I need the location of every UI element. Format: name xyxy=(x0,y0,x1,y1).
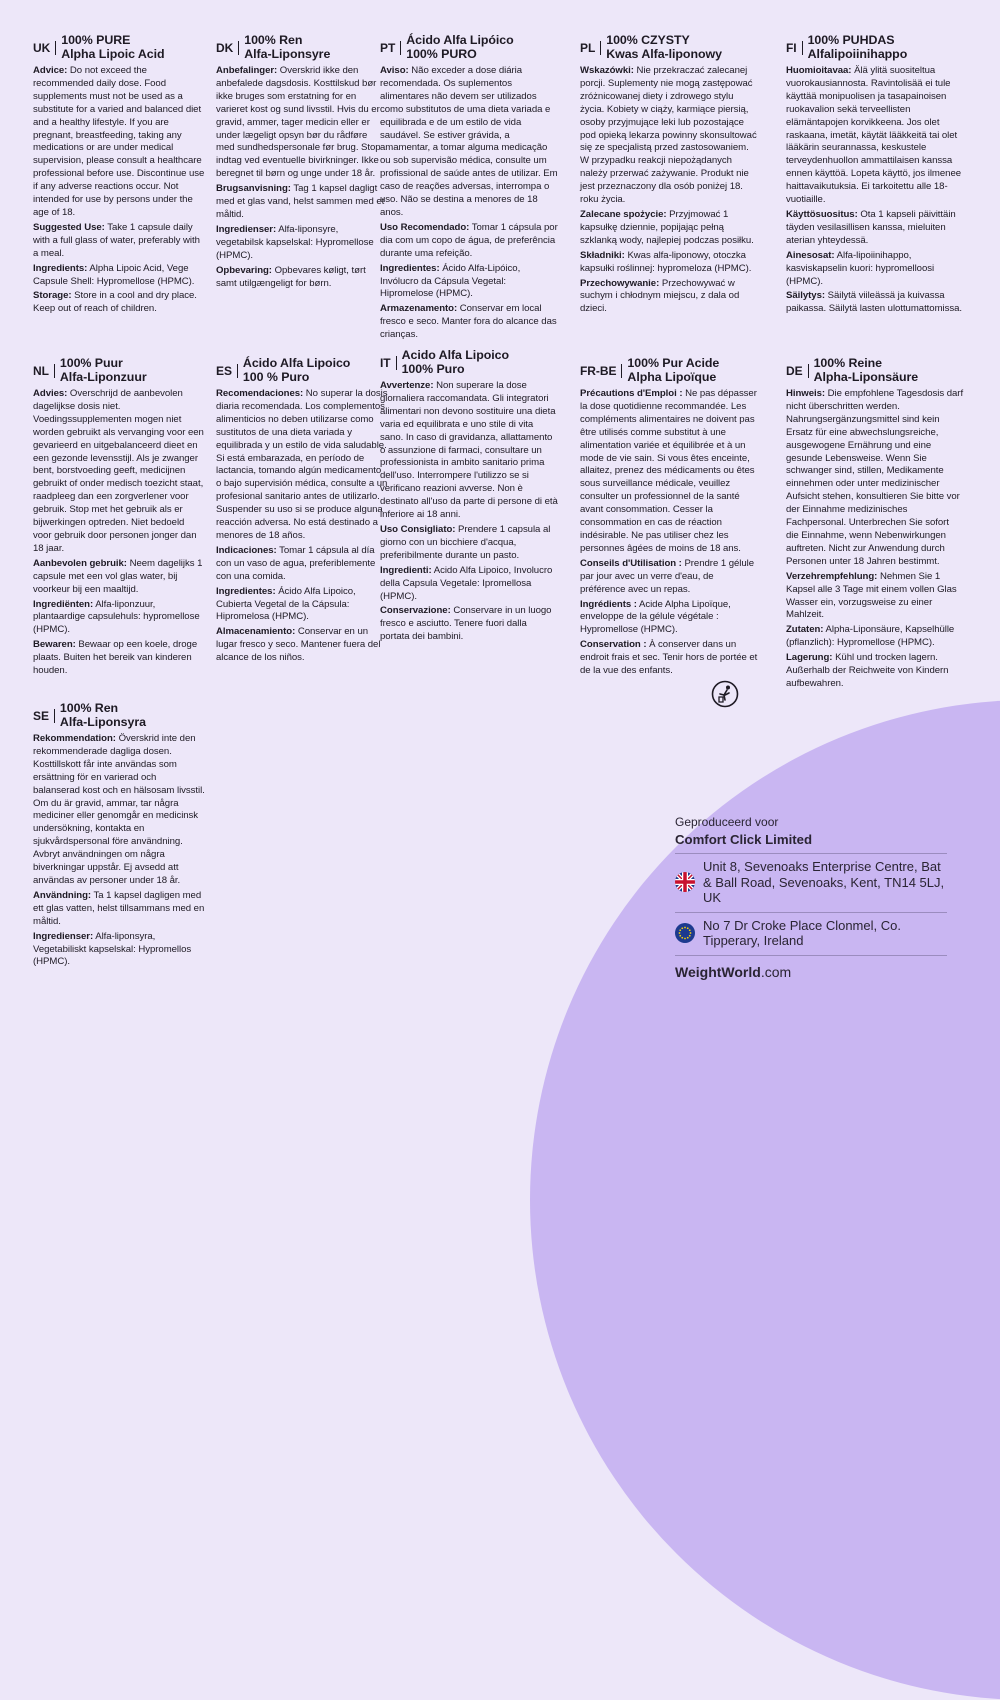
brand-domain: .com xyxy=(760,963,792,980)
uk-flag-icon xyxy=(675,872,695,892)
section-header xyxy=(216,34,388,61)
paragraph-text: Älä ylitä suositeltua vuorokausiannosta. Ravintolisää ei tule käyttää monipuolisen ja tasapainoisen ruokavalion sekä terveellisten elämäntapojen korvikkeena. Jos olet raskaana, imetät, käytät lääkkeitä tai olet lääkärin seurannassa, keskustele terveydenhuollon ammattilaisen kanssa ennen käyttöä. Lopeta käyttö, jos ilmenee haittavaikutuksia. Ei tarkoitettu alle 18-vuotiaille. xyxy=(786,65,962,206)
language-code: ES xyxy=(216,364,238,378)
product-title-line: Ácido Alfa Lipoico xyxy=(242,356,351,370)
paragraph-heading: Indicaciones: xyxy=(216,544,277,556)
paragraph-heading: Wskazówki: xyxy=(580,65,634,76)
label-paragraph xyxy=(786,209,964,248)
paragraph-heading: Conservation : xyxy=(580,639,647,651)
paragraph-heading: Zutaten: xyxy=(786,624,824,636)
product-title xyxy=(627,357,719,384)
product-title-line: Kwas Alfa-liponowy xyxy=(606,46,722,61)
paragraph-text: Neem dagelijks 1 capsule met een vol glas water, bij voorkeur bij een maaltijd. xyxy=(33,557,203,595)
product-title xyxy=(60,702,146,729)
uk-address-row xyxy=(675,854,947,913)
paragraph-text: Alfa-liponzuur, plantaardige capsulehuls: hypromellose (HPMC). xyxy=(33,598,200,636)
paragraph-heading: Opbevaring: xyxy=(216,264,272,276)
product-title-line: Alfa-Liponzuur xyxy=(59,369,147,384)
paragraph-text: Ta 1 kapsel dagligen med ett glas vatten, helst tillsammans med en måltid. xyxy=(33,889,205,927)
label-paragraph xyxy=(580,278,758,317)
paragraph-heading: Aviso: xyxy=(380,65,409,76)
section-pt xyxy=(380,34,558,344)
paragraph-heading: Ingredienti: xyxy=(380,564,432,576)
paragraph-heading: Uso Consigliato: xyxy=(380,523,456,535)
paragraph-heading: Lagerung: xyxy=(786,652,833,664)
product-title xyxy=(61,34,164,61)
label-paragraph xyxy=(380,605,558,644)
section-header xyxy=(786,34,964,61)
language-code: UK xyxy=(33,41,56,55)
product-title-line: Alpha Lipoic Acid xyxy=(61,46,165,61)
section-de xyxy=(786,357,964,693)
product-title-line: 100% Ren xyxy=(244,33,303,47)
paragraph-heading: Huomioitavaa: xyxy=(786,65,852,76)
label-paragraph xyxy=(380,380,558,522)
paragraph-text: Ácido Alfa-Lipóico, Invólucro da Cápsula Vegetal: Hipromelose (HPMC). xyxy=(380,262,521,300)
paragraph-text: Conservare in un luogo fresco e asciutto. Tenere fuori dalla portata dei bambini. xyxy=(380,605,552,643)
product-title-line: 100% PUHDAS xyxy=(807,33,895,47)
label-paragraph xyxy=(33,639,205,678)
section-frbe xyxy=(580,357,758,680)
paragraph-text: Take 1 capsule daily with a full glass of water, preferably with a meal. xyxy=(33,221,200,259)
section-it xyxy=(380,349,558,646)
label-paragraph xyxy=(786,250,964,289)
producer-info xyxy=(675,815,947,980)
paragraph-text: Alfa-liponsyre, vegetabilsk kapselskal: Hypromellose (HPMC). xyxy=(216,223,374,261)
language-code: DE xyxy=(786,364,809,378)
label-paragraph xyxy=(380,303,558,342)
paragraph-heading: Ingredients: xyxy=(33,262,88,274)
label-paragraph xyxy=(786,388,964,569)
brand-name: WeightWorld xyxy=(675,963,761,980)
product-title xyxy=(243,357,350,384)
paragraph-text: Conservar en un lugar fresco y seco. Mantener fuera del alcance de los niños. xyxy=(216,626,381,664)
section-header xyxy=(380,349,558,376)
paragraph-heading: Zalecane spożycie: xyxy=(580,208,667,220)
paragraph-text: Kwas alfa-liponowy, otoczka kapsułki roślinnej: hypromeloza (HPMC). xyxy=(580,249,752,274)
paragraph-heading: Suggested Use: xyxy=(33,221,105,233)
label-paragraph xyxy=(380,524,558,563)
paragraph-heading: Avvertenze: xyxy=(380,380,434,391)
paragraph-text: Tomar 1 cápsula al día con un vaso de agua, preferiblemente con una comida. xyxy=(216,544,376,582)
label-paragraph xyxy=(786,571,964,623)
paragraph-heading: Conservazione: xyxy=(380,605,451,617)
paragraph-heading: Précautions d'Emploi : xyxy=(580,388,683,399)
paragraph-text: Ácido Alfa Lipoico, Cubierta Vegetal de la Cápsula: Hipromelosa (HPMC). xyxy=(216,585,356,623)
paragraph-heading: Storage: xyxy=(33,290,72,302)
label-paragraph xyxy=(786,624,964,650)
product-title xyxy=(244,34,330,61)
label-paragraph xyxy=(33,890,205,929)
label-paragraph xyxy=(216,65,388,181)
product-title-line: Alpha-Liponsäure xyxy=(813,369,919,384)
label-paragraph xyxy=(580,65,758,207)
product-title xyxy=(402,349,509,376)
paragraph-text: Nehmen Sie 1 Kapsel alle 3 Tage mit einem vollen Glas Wasser ein, vorzugsweise zu einer Mahlzeit. xyxy=(786,570,957,621)
label-paragraph xyxy=(216,265,388,291)
paragraph-heading: Ingredienser: xyxy=(216,223,277,235)
label-paragraph xyxy=(33,558,205,597)
paragraph-text: Ota 1 kapseli päivittäin täyden vesilasillisen kanssa, mieluiten aterian yhteydessä. xyxy=(786,208,956,246)
ie-address: No 7 Dr Croke Place Clonmel, Co. Tipperary, Ireland xyxy=(703,917,901,948)
paragraph-heading: Anbefalinger: xyxy=(216,65,278,76)
label-paragraph xyxy=(216,626,388,665)
label-paragraph xyxy=(33,222,205,261)
language-code: DK xyxy=(216,41,239,55)
paragraph-heading: Brugsanvisning: xyxy=(216,183,291,195)
product-title-line: Alfa-Liponsyre xyxy=(244,46,331,61)
section-header xyxy=(580,34,758,61)
label-paragraph xyxy=(580,639,758,678)
section-nl xyxy=(33,357,205,680)
section-header xyxy=(33,702,205,729)
language-code: NL xyxy=(33,364,55,378)
product-title-line: 100% Puur xyxy=(59,356,123,370)
label-paragraph xyxy=(33,65,205,220)
paragraph-heading: Hinweis: xyxy=(786,388,826,399)
paragraph-text: Prendere 1 capsula al giorno con un bicchiere d'acqua, preferibilmente durante un pasto. xyxy=(380,523,551,561)
label-paragraph xyxy=(786,652,964,691)
label-paragraph xyxy=(33,733,205,888)
product-title-line: 100% Ren xyxy=(59,701,119,715)
label-paragraph xyxy=(580,250,758,276)
section-header xyxy=(786,357,964,384)
paragraph-heading: Verzehrempfehlung: xyxy=(786,570,878,582)
paragraph-heading: Conseils d'Utilisation : xyxy=(580,557,682,569)
paragraph-heading: Advies: xyxy=(33,388,68,399)
section-dk xyxy=(216,34,388,292)
paragraph-text: Alpha-Liponsäure, Kapselhülle (pflanzlich): Hypromellose (HPMC). xyxy=(786,624,955,649)
paragraph-heading: Aanbevolen gebruik: xyxy=(33,557,127,569)
paragraph-heading: Ingredientes: xyxy=(380,262,440,274)
paragraph-text: Kühl und trocken lagern. Außerhalb der Reichweite von Kindern aufbewahren. xyxy=(786,652,949,689)
paragraph-text: Przechowywać w suchym i chłodnym miejscu, z dala od dzieci. xyxy=(580,277,740,315)
paragraph-text: Opbevares køligt, tørt samt utilgængeligt for børn. xyxy=(216,264,366,289)
paragraph-text: Bewaar op een koele, droge plaats. Buiten het bereik van kinderen houden. xyxy=(33,639,198,677)
label-paragraph xyxy=(33,290,205,316)
company-name: Comfort Click Limited xyxy=(675,832,947,854)
paragraph-heading: Przechowywanie: xyxy=(580,277,660,289)
section-fi xyxy=(786,34,964,318)
product-title-line: 100% PURE xyxy=(61,33,131,47)
language-code: PL xyxy=(580,41,601,55)
language-code: PT xyxy=(380,41,401,55)
paragraph-text: Overschrijd de aanbevolen dagelijkse dosis niet. Voedingssupplementen mogen niet worden gebruikt als vervanging voor een gevarieerd en uitgebalanceerd dieet en een gezonde levensstijl. Als je zwanger bent, borstvoeding geeft, medicijnen gebruikt of onder medisch toezicht staat, raadpleeg dan een zorgverlener voor gebruik. Stop met het gebruik als er bijwerkingen optreden. Niet bedoeld voor gebruik door personen jonger dan 18 jaar. xyxy=(33,388,204,554)
paragraph-text: Tag 1 kapsel dagligt med et glas vand, helst sammen med et måltid. xyxy=(216,183,385,220)
paragraph-text: Alfa-lipoiinihappo, kasviskapselin kuori: hypromelloosi (HPMC). xyxy=(786,249,935,287)
paragraph-text: Ne pas dépasser la dose quotidienne recommandée. Les compléments alimentaires ne doivent pas être utilisés comme substitut à une alimentation variée et équilibrée et à un mode de vie sain. Si vous êtes enceinte, allaitez, prenez des médicaments ou êtes sous surveillance médicale, veuillez consulter un professionnel de la santé avant consommation. Cesser la consommation en cas de réaction indésirable. Ne pas utiliser chez les personnes âgées de moins de 18 ans. xyxy=(580,388,757,554)
paragraph-text: Non superare la dose giornaliera raccomandata. Gli integratori alimentari non devono sostituire una dieta varia ed equilibrata e uno stile di vita sano. In caso di gravidanza, allattamento o assunzione di farmaci, consultare un professionista in ambito sanitario prima dell'uso. Interrompere l'utilizzo se si verificano reazioni avverse. Non è destinato all'uso da parte di persone di età inferiore ai 18 anni. xyxy=(380,380,558,521)
language-code: FI xyxy=(786,41,803,55)
ie-address-row xyxy=(675,913,947,956)
paragraph-text: Acido Alfa Lipoico, Involucro della Capsula Vegetale: Ipromellosa (HPMC). xyxy=(380,564,553,602)
language-code: SE xyxy=(33,709,55,723)
paragraph-text: Não exceder a dose diária recomendada. Os suplementos alimentares não devem ser utilizados como substitutos de uma dieta variada e equilibrada e de um estilo de vida saudável. Se estiver grávida, a amamentar, a tomar alguma medicação ou sob supervisão médica, consulte um profissional de saúde antes de utilizar. Em caso de reações adversas, interrompa o uso. Não se destina a menores de 18 anos. xyxy=(380,65,558,218)
label-paragraph xyxy=(380,65,558,220)
section-header xyxy=(33,357,205,384)
label-paragraph xyxy=(380,222,558,261)
paragraph-text: Acide Alpha Lipoïque, enveloppe de la gélule végétale : Hypromellose (HPMC). xyxy=(580,598,731,636)
paragraph-heading: Armazenamento: xyxy=(380,303,458,315)
paragraph-text: Die empfohlene Tagesdosis darf nicht überschritten werden. Nahrungsergänzungsmittel sind kein Ersatz für eine abwechslungsreiche, ausgewogene Ernährung und eine gesunde Lebensweise. Wenn Sie schwanger sind, stillen, Medikamente einnehmen oder unter medizinischer Aufsicht stehen, konsultieren Sie bitte vor der Einnahme medizinisches Fachpersonal. Unterbrechen Sie sofort die Einnahme, wenn Nebenwirkungen auftreten. Nicht zur Anwendung durch Personen unter 18 Jahren bestimmt. xyxy=(786,388,964,567)
paragraph-text: Alpha Lipoic Acid, Vege Capsule Shell: Hypromellose (HPMC). xyxy=(33,262,195,287)
label-paragraph xyxy=(580,558,758,597)
label-paragraph xyxy=(216,388,388,543)
paragraph-heading: Rekommendation: xyxy=(33,733,116,744)
section-header xyxy=(216,357,388,384)
product-title xyxy=(606,34,722,61)
paragraph-heading: Advice: xyxy=(33,65,68,76)
section-header xyxy=(580,357,758,384)
paragraph-heading: Ingrédients : xyxy=(580,598,637,610)
label-paragraph xyxy=(33,599,205,638)
language-code: FR-BE xyxy=(580,364,622,378)
product-title-line: Alfalipoiinihappo xyxy=(807,46,908,61)
product-title-line: Ácido Alfa Lipóico xyxy=(406,33,514,47)
uk-address: Unit 8, Sevenoaks Enterprise Centre, Bat & Ball Road, Sevenoaks, Kent, TN14 5LJ, UK xyxy=(703,859,945,905)
product-title-line: 100% Puro xyxy=(401,361,465,376)
language-code: IT xyxy=(380,356,397,370)
product-title xyxy=(814,357,919,384)
paragraph-heading: Säilytys: xyxy=(786,290,826,302)
paragraph-text: No superar la dosis diaria recomendada. Los complementos alimenticios no deben utilizarse como sustitutos de una dieta variada y equilibrada y un estilo de vida saludable. Si está embarazada, en período de lactancia, tomando algún medicamento o bajo supervisión médica, consulte a un profesional sanitario antes de utilizarlo. Suspender su uso si se produce alguna reacción adversa. No está destinado a menores de 18 años. xyxy=(216,388,388,541)
section-header xyxy=(33,34,205,61)
paragraph-heading: Ingredienser: xyxy=(33,930,94,942)
brand-logo xyxy=(675,964,947,980)
product-title-line: 100% PURO xyxy=(406,46,477,61)
product-title-line: 100% CZYSTY xyxy=(606,33,690,47)
paragraph-text: Tomar 1 cápsula por dia com um copo de água, de preferência durante uma refeição. xyxy=(380,221,558,259)
paragraph-text: Store in a cool and dry place. Keep out of reach of children. xyxy=(33,290,197,315)
label-paragraph xyxy=(580,599,758,638)
label-paragraph xyxy=(380,263,558,302)
label-paragraph xyxy=(216,224,388,263)
product-title xyxy=(60,357,147,384)
label-paragraph xyxy=(580,388,758,556)
product-title-line: Alfa-Liponsyra xyxy=(59,714,146,729)
paragraph-text: Do not exceed the recommended daily dose. Food supplements must not be used as a substitute for a varied and balanced diet and a healthy lifestyle. If you are pregnant, breastfeeding, taking any medications or are under medical supervision, please consult a healthcare professional before use. Discontinue use if any adverse reactions occur. Not intended for use by persons under the age of 18. xyxy=(33,65,205,218)
product-title-line: 100% Pur Acide xyxy=(627,356,720,370)
paragraph-heading: Ingredientes: xyxy=(216,585,276,597)
paragraph-text: Conservar em local fresco e seco. Manter fora do alcance das crianças. xyxy=(380,303,557,341)
paragraph-text: Nie przekraczać zalecanej porcji. Suplementy nie mogą zastępować zróżnicowanej diety i zdrowego stylu życia. Kobiety w ciąży, karmiące piersią, osoby przyjmujące leki lub pozostające pod opieką lekarza powinny skonsultować się ze specjalistą przed zastosowaniem. W przypadku reakcji niepożądanych należy przerwać zażywanie. Produkt nie jest przeznaczony dla osób poniżej 18. roku życia. xyxy=(580,65,757,206)
label-paragraph xyxy=(33,388,205,556)
paragraph-text: Przyjmować 1 kapsułkę dziennie, popijając pełną szklanką wody, najlepiej podczas posiłku. xyxy=(580,208,754,246)
section-se xyxy=(33,702,205,971)
paragraph-text: Överskrid inte den rekommenderade dagliga dosen. Kosttillskott får inte användas som ersättning för en varierad och balanserad kost och en hälsosam livsstil. Om du är gravid, ammar, tar några mediciner eller genomgår en medicinsk undersökning, kontakta en sjukvårdspersonal före användning. Avbryt användningen om några biverkningar uppstår. Ej avsedd att användas av personer under 18 år. xyxy=(33,733,205,886)
paragraph-heading: Ingrediënten: xyxy=(33,598,94,610)
paragraph-text: Säilytä viileässä ja kuivassa paikassa. Säilytä lasten ulottumattomissa. xyxy=(786,290,963,315)
label-paragraph xyxy=(380,565,558,604)
label-paragraph xyxy=(33,263,205,289)
paragraph-text: Overskrid ikke den anbefalede dagsdosis. Kosttilskud bør ikke bruges som erstatning for en varieret kost og sund livsstil. Hvis du er gravid, ammer, tager medicin eller er under lægeligt opsyn bør du rådføre med sundhedspersonale før brug. Stop indtag ved eventuelle bivirkninger. Ikke beregnet til børn og unge under 18 år. xyxy=(216,65,381,180)
paragraph-heading: Käyttösuositus: xyxy=(786,208,858,220)
tidyman-recycle-icon xyxy=(711,680,739,708)
label-paragraph xyxy=(216,586,388,625)
product-title-line: 100% Reine xyxy=(813,356,882,370)
paragraph-heading: Składniki: xyxy=(580,249,625,261)
eu-flag-icon xyxy=(675,923,695,943)
label-paragraph xyxy=(580,209,758,248)
paragraph-heading: Uso Recomendado: xyxy=(380,221,470,233)
product-title-line: 100 % Puro xyxy=(242,369,310,384)
produced-by-label: Geproduceerd voor xyxy=(675,815,779,829)
label-paragraph xyxy=(216,183,388,222)
paragraph-text: Alfa-liponsyra, Vegetabiliskt kapselskal: Hypromellos (HPMC). xyxy=(33,930,192,968)
paragraph-text: À conserver dans un endroit frais et sec. Tenir hors de portée et de la vue des enfants. xyxy=(580,639,758,677)
product-title-line: Alpha Lipoïque xyxy=(627,369,717,384)
label-paragraph xyxy=(33,931,205,970)
section-header xyxy=(380,34,558,61)
paragraph-heading: Almacenamiento: xyxy=(216,626,296,638)
label-paragraph xyxy=(786,65,964,207)
paragraph-heading: Användning: xyxy=(33,889,92,901)
label-paragraph xyxy=(786,290,964,316)
section-es xyxy=(216,357,388,667)
paragraph-heading: Bewaren: xyxy=(33,639,76,651)
paragraph-heading: Recomendaciones: xyxy=(216,388,304,399)
paragraph-heading: Ainesosat: xyxy=(786,249,835,261)
paragraph-text: Prendre 1 gélule par jour avec un verre d'eau, de préférence avec un repas. xyxy=(580,557,755,595)
section-pl xyxy=(580,34,758,318)
section-uk xyxy=(33,34,205,318)
product-title xyxy=(808,34,908,61)
label-paragraph xyxy=(216,545,388,584)
product-title-line: Acido Alfa Lipoico xyxy=(401,348,509,362)
product-title xyxy=(406,34,513,61)
